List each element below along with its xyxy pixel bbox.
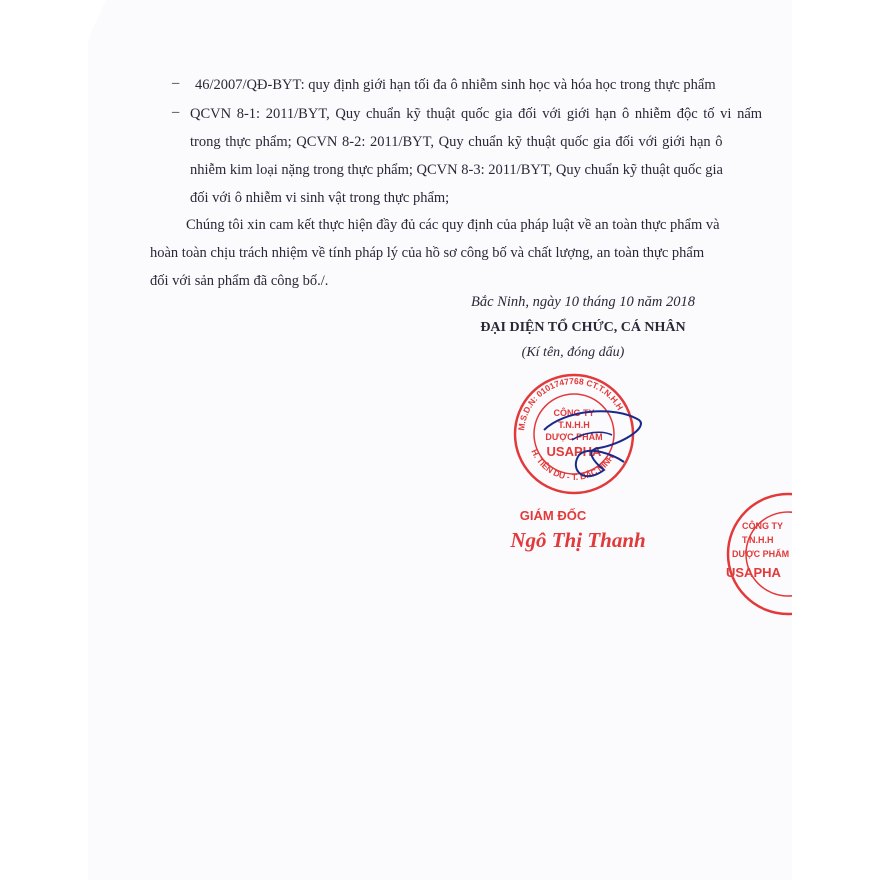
paragraph-line-1: Chúng tôi xin cam kết thực hiện đầy đủ các quy định của pháp luật về an toàn thực phẩm và — [186, 217, 720, 233]
signature-strokes — [524, 400, 664, 490]
stamp-ring-text: M.S.D.N: 0101747768 CT.T.N.H.H — [516, 375, 626, 432]
partial-stamp-line-1: CÔNG TY — [742, 521, 784, 531]
paragraph-line-3: đối với sản phẩm đã công bố./. — [150, 273, 329, 289]
stamp-line-4: USAPHA — [546, 444, 602, 459]
bullet-line-3: trong thực phẩm; QCVN 8-2: 2011/BYT, Quy chuẩn kỹ thuật quốc gia đối với giới hạn ô — [190, 134, 723, 150]
bullet-line-5: đối với ô nhiễm vi sinh vật trong thực phẩm; — [190, 190, 450, 206]
sign-note: (Kí tên, đóng dấu) — [521, 345, 625, 360]
bullet-dash: – — [172, 104, 180, 120]
partial-stamp-line-4: USAPHA — [726, 565, 781, 580]
representative-title: ĐẠI DIỆN TỔ CHỨC, CÁ NHÂN — [480, 320, 686, 335]
bullet-line-1: 46/2007/QĐ-BYT: quy định giới hạn tối đa ô nhiễm sinh học và hóa học trong thực phẩm — [195, 77, 716, 93]
paragraph-line-2: hoàn toàn chịu trách nhiệm về tính pháp lý của hồ sơ công bố và chất lượng, an toàn thực phẩm — [150, 245, 705, 261]
document-page — [88, 0, 792, 880]
stamp-bottom-text: H. TIÊN DU - T. BẮC NINH — [529, 447, 616, 483]
stamp-line-2: T.N.H.H — [558, 420, 590, 430]
partial-stamp — [724, 490, 792, 620]
page-corner — [88, 0, 106, 40]
stamp-line-1: CÔNG TY — [553, 408, 595, 418]
partial-stamp-line-3: DƯỢC PHẨM — [732, 549, 790, 559]
position-title: GIÁM ĐỐC — [519, 508, 587, 523]
bullet-line-2: QCVN 8-1: 2011/BYT, Quy chuẩn kỹ thuật quốc gia đối với giới hạn ô nhiễm độc tố vi nấm — [190, 106, 763, 122]
stamp-line-3: DƯỢC PHẨM — [545, 432, 603, 442]
bullet-dash: – — [172, 75, 180, 91]
bullet-line-4: nhiễm kim loại nặng trong thực phẩm; QCVN 8-3: 2011/BYT, Quy chuẩn kỹ thuật quốc gia — [190, 162, 723, 178]
signer-name: Ngô Thị Thanh — [510, 528, 646, 552]
partial-stamp-line-2: T.N.H.H — [742, 535, 774, 545]
place-date: Bắc Ninh, ngày 10 tháng 10 năm 2018 — [471, 294, 695, 310]
